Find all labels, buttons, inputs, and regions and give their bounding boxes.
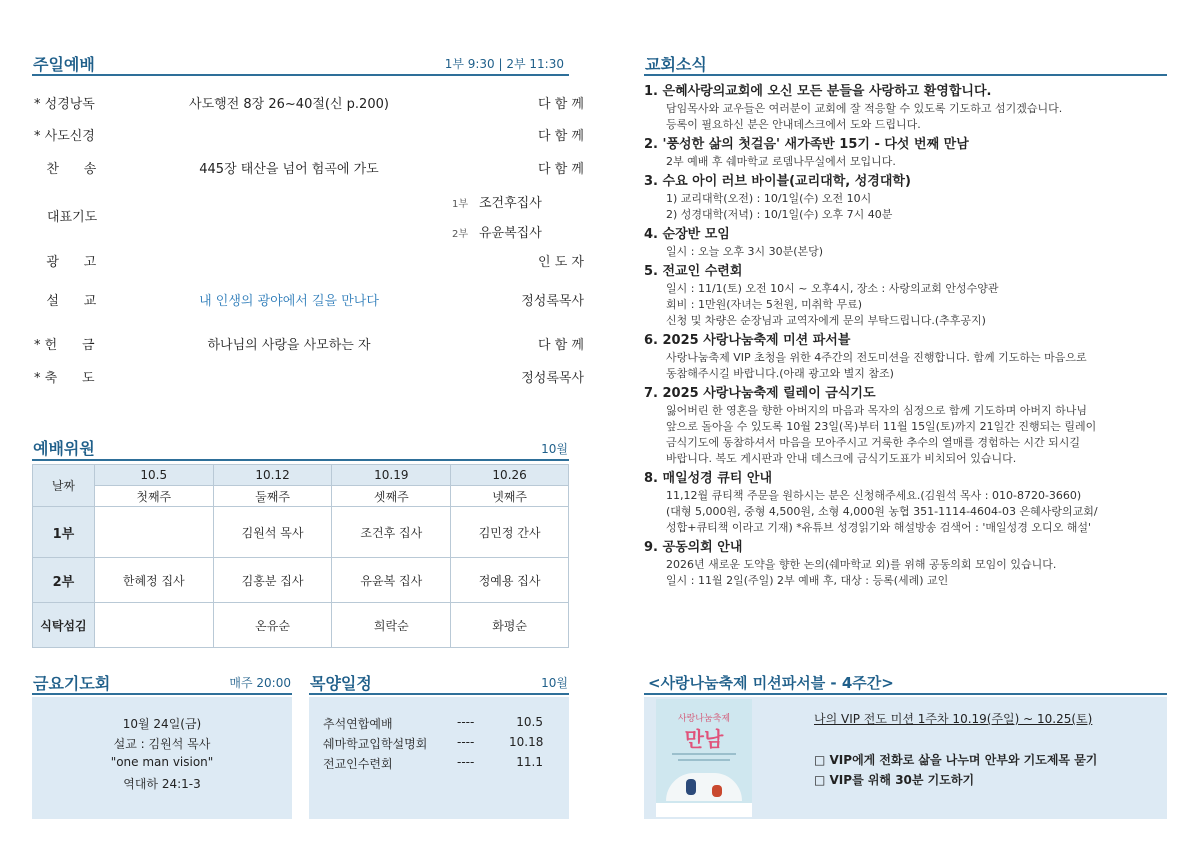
news-item-line: 금식기도에 동참하셔서 마음을 모아주시고 거룩한 추수의 열매를 경험하는 시간 되시길	[666, 436, 1081, 449]
sermon-title: 내 인생의 광야에서 길을 만나다	[199, 294, 379, 309]
order-row	[34, 125, 584, 147]
order-label: 찬 송	[34, 162, 97, 177]
order-middle: 사도행전 8장 26~40절(신 p.200)	[189, 97, 389, 112]
news-item-line: 1) 교리대학(오전) : 10/1일(수) 오전 10시	[666, 192, 872, 205]
staff-title: 예배위원	[33, 439, 95, 458]
prayer-label: 대표기도	[47, 210, 98, 225]
friday-line: 10월 24일(금)	[122, 717, 202, 731]
pastoral-item-dash: ----	[457, 715, 475, 729]
news-item-line: 신청 및 차량은 순장님과 교역자에게 문의 부탁드립니다.(추후공지)	[666, 314, 986, 327]
news-item-head: 6. 2025 사랑나눔축제 미션 파서블	[644, 333, 851, 348]
news-item-head: 2. '풍성한 삶의 첫걸음' 새가족반 15기 - 다섯 번째 만남	[644, 137, 969, 152]
row-label: 식탁섬김	[33, 603, 95, 648]
order-right: 정성록목사	[521, 294, 584, 309]
staff-cell: 조건후 집사	[332, 507, 451, 558]
mission-divider	[644, 693, 1167, 695]
pastoral-item-name: 쉐마학교입학설명회	[323, 737, 428, 751]
news-item-head: 1. 은혜사랑의교회에 오신 모든 분들을 사랑하고 환영합니다.	[644, 84, 992, 99]
news-item-line: 일시 : 11월 2일(주일) 2부 예배 후, 대상 : 등록(세례) 교인	[666, 574, 949, 587]
order-right: 인 도 자	[538, 255, 584, 270]
staff-table	[32, 464, 569, 648]
pastoral-item-name: 전교인수련회	[323, 757, 393, 771]
poster-image	[656, 699, 752, 817]
staff-cell	[94, 603, 213, 648]
date-label-cell: 날짜	[33, 465, 95, 507]
table-row	[33, 465, 569, 486]
pastoral-item-date: 10.18	[509, 735, 544, 749]
pastoral-item-date: 11.1	[516, 755, 543, 769]
news-item-line: 2부 예배 후 쉐마학교 로뎀나무실에서 모입니다.	[666, 155, 896, 168]
news-item	[644, 262, 1166, 329]
news-item	[644, 135, 1166, 170]
row-label: 1부	[33, 507, 95, 558]
order-label: * 성경낭독	[34, 97, 95, 112]
news-item-line: 11,12월 큐티책 주문을 원하시는 분은 신청해주세요.(김원석 목사 : 010-8720-3660)	[666, 489, 1082, 502]
week-cell: 첫째주	[94, 486, 213, 507]
order-label: 설 교	[34, 294, 97, 309]
staff-cell: 한혜정 집사	[94, 558, 213, 603]
order-right: 다 함 께	[538, 97, 584, 112]
mission-title: <사랑나눔축제 미션파서블 - 4주간>	[648, 674, 894, 692]
order-row	[34, 251, 584, 273]
row-label: 2부	[33, 558, 95, 603]
news-item	[644, 331, 1166, 382]
news-item	[644, 469, 1166, 536]
order-row	[34, 367, 584, 389]
order-middle: 하나님의 사랑을 사모하는 자	[207, 338, 371, 353]
staff-cell: 유윤복 집사	[332, 558, 451, 603]
week-cell: 넷째주	[451, 486, 569, 507]
date-cell: 10.26	[451, 465, 569, 486]
staff-cell	[94, 507, 213, 558]
news-item-head: 3. 수요 아이 러브 바이블(교리대학, 성경대학)	[644, 174, 911, 189]
pastoral-item-dash: ----	[457, 735, 475, 749]
news-item-line: 등록이 필요하신 분은 안내데스크에서 도와 드립니다.	[666, 118, 921, 131]
news-item-head: 9. 공동의회 안내	[644, 540, 743, 555]
news-item-line: 동참해주시길 바랍니다.(아래 광고와 별지 참조)	[666, 367, 894, 380]
friday-divider	[32, 693, 292, 695]
friday-time: 매주 20:00	[229, 676, 291, 690]
prayer-p1-tag: 1부	[452, 199, 469, 210]
table-row	[33, 558, 569, 603]
order-right: 정성록목사	[521, 371, 584, 386]
news-item	[644, 82, 1166, 133]
worship-time: 1부 9:30 | 2부 11:30	[444, 57, 564, 71]
week-cell: 둘째주	[213, 486, 332, 507]
news-item-head: 5. 전교인 수련회	[644, 264, 743, 279]
order-right: 다 함 께	[538, 338, 584, 353]
news-item	[644, 384, 1166, 467]
order-row	[34, 93, 584, 115]
news-item-line: 회비 : 1만원(자녀는 5천원, 미취학 무료)	[666, 298, 863, 311]
friday-title: 금요기도회	[33, 674, 111, 693]
news-item-line: 사랑나눔축제 VIP 초청을 위한 4주간의 전도미션을 진행합니다. 함께 기도하는 마음으로	[666, 351, 1087, 364]
friday-line: 역대하 24:1-3	[123, 777, 201, 791]
news-item-line: 일시 : 11/1(토) 오전 10시 ~ 오후4시, 장소 : 사랑의교회 안성수양관	[666, 282, 999, 295]
pastoral-box	[309, 697, 569, 819]
staff-month: 10월	[541, 442, 568, 456]
worship-divider	[32, 74, 569, 76]
staff-cell: 정예용 집사	[451, 558, 569, 603]
pastoral-month: 10월	[541, 676, 568, 690]
pastoral-divider	[309, 693, 569, 695]
poster-top-text: 사랑나눔축제	[677, 714, 731, 724]
staff-cell: 희락순	[332, 603, 451, 648]
order-row	[34, 158, 584, 180]
news-item	[644, 172, 1166, 223]
pastoral-item-name: 추석연합예배	[323, 717, 393, 731]
pastoral-title: 목양일정	[310, 674, 372, 693]
friday-line: "one man vision"	[110, 755, 214, 769]
news-title: 교회소식	[645, 55, 707, 74]
staff-cell: 화평순	[451, 603, 569, 648]
table-row	[33, 486, 569, 507]
staff-cell: 김홍분 집사	[213, 558, 332, 603]
news-item-line: 바랍니다. 복도 게시판과 안내 데스크에 금식기도표가 비치되어 있습니다.	[666, 452, 1017, 465]
friday-line: 설교 : 김원석 목사	[113, 737, 211, 751]
news-item-line: 앞으로 돌아올 수 있도록 10월 23일(목)부터 11월 15일(토)까지 21일간 진행되는 릴레이	[666, 420, 1097, 433]
order-row	[34, 334, 584, 356]
date-cell: 10.12	[213, 465, 332, 486]
order-right: 다 함 께	[538, 129, 584, 144]
order-label: 광 고	[34, 255, 97, 270]
news-item-line: 2026년 새로운 도약을 향한 논의(쉐마학교 외)를 위해 공동의회 모임이 있습니다.	[666, 558, 1057, 571]
staff-cell: 온유순	[213, 603, 332, 648]
news-list	[644, 82, 1166, 591]
pastoral-item-date: 10.5	[516, 715, 543, 729]
prayer-p1-name: 조건후집사	[479, 196, 542, 211]
news-item-line: 일시 : 오늘 오후 3시 30분(본당)	[666, 245, 824, 258]
order-label: * 헌 금	[34, 338, 95, 353]
news-item-line: 잃어버린 한 영혼을 향한 아버지의 마음과 목자의 심정으로 함께 기도하며 아버지 하나님	[666, 404, 1087, 417]
order-right: 다 함 께	[538, 162, 584, 177]
order-row	[34, 290, 584, 312]
news-item-line: 2) 성경대학(저녁) : 10/1일(수) 오후 7시 40분	[666, 208, 893, 221]
staff-divider	[32, 459, 569, 461]
mission-task: □ VIP를 위해 30분 기도하기	[814, 773, 975, 787]
order-label: * 사도신경	[34, 129, 95, 144]
person-icon	[686, 779, 696, 795]
news-item	[644, 538, 1166, 589]
staff-cell: 김원석 목사	[213, 507, 332, 558]
order-label: * 축 도	[34, 371, 95, 386]
prayer-p2-tag: 2부	[452, 229, 469, 240]
news-item-line: (대형 5,000원, 중형 4,500원, 소형 4,000원 농협 351-1114-4604-03 은혜사랑의교회/	[666, 505, 1098, 518]
news-item-head: 4. 순장반 모임	[644, 227, 730, 242]
news-item	[644, 225, 1166, 260]
staff-cell: 김민정 간사	[451, 507, 569, 558]
pastoral-item-dash: ----	[457, 755, 475, 769]
date-cell: 10.5	[94, 465, 213, 486]
worship-title: 주일예배	[33, 55, 95, 74]
prayer-p2-name: 유윤복집사	[479, 226, 542, 241]
news-item-line: 담임목사와 교우들은 여러분이 교회에 잘 적응할 수 있도록 기도하고 섬기겠습니다.	[666, 102, 1063, 115]
news-divider	[644, 74, 1167, 76]
table-row	[33, 507, 569, 558]
news-item-head: 8. 매일성경 큐티 안내	[644, 471, 773, 486]
poster-big-text: 만남	[684, 727, 724, 751]
table-row	[33, 603, 569, 648]
person-icon	[712, 785, 722, 797]
mission-box	[644, 697, 1167, 819]
date-cell: 10.19	[332, 465, 451, 486]
friday-box	[32, 697, 292, 819]
news-item-line: 성합+큐티책 이라고 기재) *유튜브 성경읽기와 해설방송 검색어 : '매일성경 오디오 해설'	[666, 521, 1092, 534]
news-item-head: 7. 2025 사랑나눔축제 릴레이 금식기도	[644, 386, 876, 401]
mission-task: □ VIP에게 전화로 삶을 나누며 안부와 기도제목 묻기	[814, 753, 1098, 767]
week-cell: 셋째주	[332, 486, 451, 507]
mission-week: 나의 VIP 전도 미션 1주차 10.19(주일) ~ 10.25(토)	[814, 712, 1093, 726]
order-middle: 445장 태산을 넘어 험곡에 가도	[199, 162, 379, 177]
